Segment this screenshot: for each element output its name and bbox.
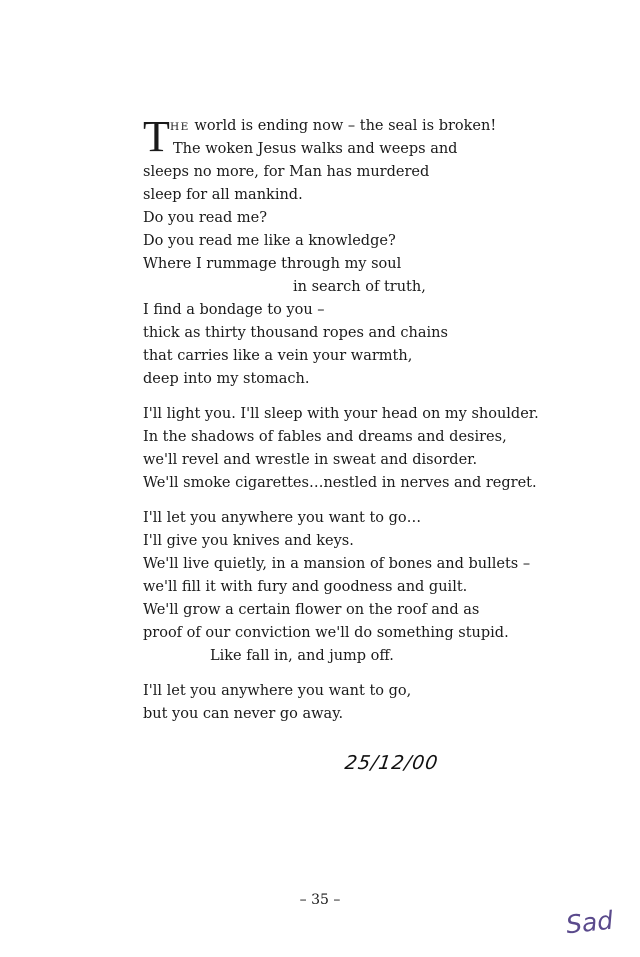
poem-line: thick as thirty thousand ropes and chains <box>143 325 448 341</box>
stanza-break <box>143 391 563 403</box>
poem-line: I'll let you anywhere you want to go… <box>143 510 422 526</box>
handwritten-note: Sad <box>564 905 615 940</box>
poem-line: I'll light you. I'll sleep with your head on my shoulder. <box>143 406 539 422</box>
poem-line: sleep for all mankind. <box>143 187 303 203</box>
poem-line: I find a bondage to you – <box>143 302 325 318</box>
poem-line: Do you read me? <box>143 210 267 226</box>
poem-line: In the shadows of fables and dreams and desires, <box>143 429 507 445</box>
poem-line: I'll give you knives and keys. <box>143 533 354 549</box>
poem-line: sleeps no more, for Man has murdered <box>143 164 430 180</box>
poem-line: proof of our conviction we'll do something stupid. <box>143 625 509 641</box>
poem-line: in search of truth, <box>293 279 426 295</box>
poem-line: Do you read me like a knowledge? <box>143 233 396 249</box>
poem-line: we'll fill it with fury and goodness and guilt. <box>143 579 468 595</box>
page-number: – 35 – <box>299 892 341 908</box>
poem-line: We'll live quietly, in a mansion of bones and bullets – <box>143 556 531 572</box>
first-word-smallcaps: HE <box>170 121 190 133</box>
poem-line: We'll smoke cigarettes…nestled in nerves and regret. <box>143 475 537 491</box>
poem-line: Where I rummage through my soul <box>143 256 402 272</box>
handwritten-date: 25/12/00 <box>343 752 440 774</box>
poem-line: We'll grow a certain flower on the roof and as <box>143 602 480 618</box>
poem-line: that carries like a vein your warmth, <box>143 348 413 364</box>
poem-line: Like fall in, and jump off. <box>210 648 394 664</box>
poem-body <box>143 112 563 726</box>
poem-line: we'll revel and wrestle in sweat and disorder. <box>143 452 478 468</box>
poem-line: but you can never go away. <box>143 706 344 722</box>
stanza-break <box>143 495 563 507</box>
poem-line: I'll let you anywhere you want to go, <box>143 683 412 699</box>
stanza-break <box>143 668 563 680</box>
poem-line: The woken Jesus walks and weeps and <box>173 141 458 157</box>
first-line-text: world is ending now – the seal is broken! <box>189 118 497 134</box>
poem-line: deep into my stomach. <box>143 371 310 387</box>
drop-cap: T <box>143 112 170 161</box>
